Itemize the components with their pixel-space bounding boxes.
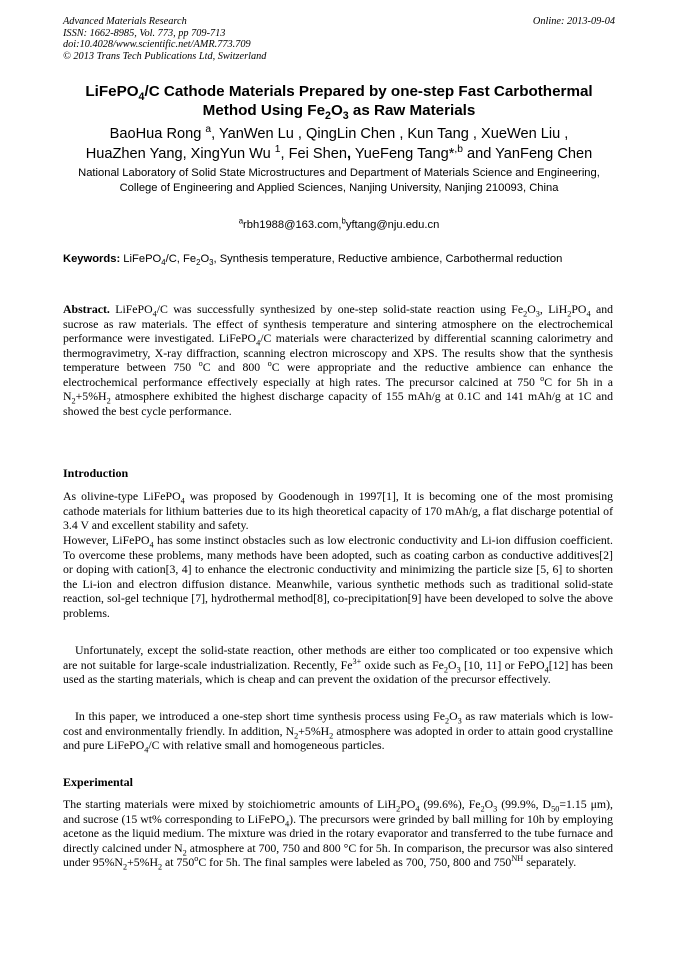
abstract-text: atmosphere exhibited the highest discharge capacity of 155 mAh/g at 0.1C and 141 mAh/g at 1C and showed the best cycle performance. [63, 389, 613, 418]
intro-paragraph-4 [63, 709, 613, 753]
para-sub: 2 [329, 730, 334, 740]
keywords-text: LiFePO [120, 253, 162, 265]
para-text: However, LiFePO [63, 533, 150, 547]
keywords-label: Keywords: [63, 253, 121, 265]
abstract-sup: o [267, 359, 272, 369]
title-sub: 2 [325, 110, 331, 123]
para-text: O [449, 709, 458, 723]
para-text: as raw materials which is low-cost and environmentally friendly. In addition, N [63, 709, 613, 738]
email-sup: b [341, 216, 346, 226]
abstract-block [63, 302, 613, 418]
para-text: =1.15 μm), and sucrose (15 wt% corresponding to LiFePO [63, 797, 613, 826]
para-sub: 3 [457, 716, 462, 726]
keywords-sub: 4 [161, 258, 166, 268]
email-sup: a [238, 216, 244, 226]
title-text: /C Cathode Materials Prepared by one-step Fast Carbothermal [144, 83, 593, 100]
keywords-block [63, 252, 613, 267]
para-text: [10, 11] or FePO [460, 657, 545, 672]
para-text: oxide such as Fe [361, 657, 444, 672]
para-sub: 4 [415, 804, 420, 814]
abstract-text: LiFePO [109, 302, 153, 316]
abstract-sub: 2 [106, 396, 111, 406]
paper-title [40, 82, 638, 123]
para-text: +5%H [127, 855, 158, 869]
para-text: (99.9%, D [497, 797, 552, 811]
para-text: atmosphere at 700, 750 and 800 °C for 5h. In comparison, the precursor was also sintered under 95%N [63, 840, 613, 869]
author-text: HuaZhen Yang, XingYun Wu [85, 146, 275, 162]
para-sub: 2 [396, 804, 401, 814]
doi-line: doi:10.4028/www.scientific.net/AMR.773.709 [63, 39, 251, 51]
para-sub: 4 [144, 745, 149, 755]
experimental-paragraph [63, 797, 613, 870]
copyright-line: © 2013 Trans Tech Publications Ltd, Switzerland [63, 50, 267, 62]
para-text: C for 5h. The final samples were labeled as 700, 750, 800 and 750 [198, 855, 512, 869]
abstract-sup: o [198, 359, 203, 369]
journal-name: Advanced Materials Research [63, 16, 187, 27]
para-text: O [448, 657, 457, 672]
abstract-sub: 2 [523, 309, 528, 319]
abstract-label: Abstract. [63, 302, 110, 316]
para-sub: 3 [456, 664, 461, 674]
intro-paragraph-1 [63, 489, 613, 533]
abstract-text: , LiH [539, 302, 568, 316]
para-text: Unfortunately, except the solid-state reaction, other methods are either too complicated or too expensive which are not suitable for large-scale industrialization. Recently, Fe [63, 643, 613, 672]
para-text: /C with relative small and homogeneous particles. [148, 738, 385, 752]
author-sup: 1 [274, 144, 281, 156]
author-text: , Fei Shen [280, 146, 348, 162]
keywords-sub: 2 [196, 258, 201, 268]
issn-line: ISSN: 1662-8985, Vol. 773, pp 709-713 [63, 27, 226, 39]
para-text: was proposed by Goodenough in 1997[1], It is becoming one of the most promising cathode materials for lithium batteries due to its high theoretical capacity of 170 mAh/g, a flat discharge potential of 3.4 V and excellent stability and safety. [63, 489, 613, 532]
para-text: separately. [523, 855, 577, 869]
keywords-text: , Synthesis temperature, Reductive ambience, Carbothermal reduction [213, 253, 563, 265]
author-sup: a [205, 124, 212, 136]
intro-paragraph-2 [63, 533, 613, 620]
para-sup: NH [511, 854, 524, 864]
abstract-text: PO [571, 302, 587, 316]
abstract-sub: 4 [152, 309, 157, 319]
author-text: , YanWen Lu , QingLin Chen , Kun Tang , XueWen Liu , [211, 126, 569, 142]
online-date: Online: 2013-09-04 [532, 16, 615, 27]
para-sub: 2 [122, 862, 128, 872]
para-sub: 3 [493, 804, 498, 814]
experimental-heading: Experimental [63, 775, 133, 789]
para-text: has some instinct obstacles such as low electronic conductivity and Li-ion diffusion coefficient. To overcome these problems, many methods have been adopted, such as coating carbon as conductive additives[2] or doping with cation[3, 4] to enhance the electronic conductivity and minimizing the particle size [5, 6] to shorten the Li-ion and electron diffusion distance. Meanwhile, various synthetic methods such as traditional solid-state reaction, sol-gel technique [7], hydrothermal method[8], co-precipitation[9] have been developed to solve the above problems. [63, 533, 613, 620]
para-sub: 2 [294, 730, 299, 740]
abstract-sub: 2 [71, 396, 76, 406]
abstract-sub: 4 [256, 338, 261, 348]
abstract-text: /C was successfully synthesized by one-step solid-state reaction using Fe [156, 302, 524, 316]
email-line [60, 218, 618, 233]
para-text: [12] has been used as the starting materials, which is cheap and can prevent the oxidation of the precursor effectively. [63, 657, 613, 686]
title-text: O [330, 102, 343, 119]
email-link[interactable]: rbh1988@163.com, [243, 219, 342, 231]
author-text: and YanFeng Chen [462, 146, 593, 162]
para-text: O [484, 797, 494, 811]
title-sub: 4 [138, 91, 145, 104]
email-link[interactable]: yftang@nju.edu.cn [345, 219, 440, 231]
journal-header [63, 16, 266, 62]
abstract-text: C and 800 [202, 360, 268, 374]
author-text: BaoHua Rong [109, 126, 206, 142]
title-sub: 3 [342, 110, 349, 123]
para-text: (99.6%), Fe [419, 797, 481, 811]
para-text: In this paper, we introduced a one-step short time synthesis process using Fe [75, 709, 445, 723]
para-sub: 2 [157, 862, 163, 872]
intro-paragraph-3 [63, 643, 613, 687]
introduction-heading: Introduction [63, 466, 129, 480]
para-sub: 2 [182, 847, 187, 857]
abstract-sup: o [540, 373, 545, 383]
author-text: , [347, 146, 352, 162]
para-sub: 4 [544, 664, 549, 674]
abstract-text: /C materials were characterized by differential scanning calorimetry and thermogravimetry, X-ray diffraction, scanning electron microscopy and XPS. The results show that the synthesis temperature between 750 [63, 331, 613, 374]
abstract-sub: 2 [567, 309, 572, 319]
para-sup: o [194, 854, 199, 864]
para-sub: 50 [551, 804, 560, 814]
para-sub: 4 [149, 540, 154, 550]
abstract-text: and sucrose as raw materials. The effect of synthesis temperature and sintering atmosphere on the electrochemical performance were investigated. LiFePO [63, 302, 614, 345]
para-sub: 2 [443, 664, 449, 674]
abstract-text: O [527, 302, 536, 316]
para-text: +5%H [298, 723, 330, 738]
para-sub: 4 [180, 496, 185, 506]
para-text: As olivine-type LiFePO [63, 489, 181, 503]
para-text: ). The precursors were grinded by ball milling for 10h by employing acetone as the liquid medium. The mixture was dried in the rotary evaporator and transferred to the tube furnace and directly calcined under N [63, 811, 613, 855]
para-sub: 4 [285, 818, 290, 828]
title-text: Method Using Fe [202, 102, 326, 119]
author-text: YueFeng Tang* [351, 146, 455, 162]
author-list [40, 124, 638, 164]
para-sub: 2 [480, 804, 485, 814]
abstract-text: C for 5h in a N [63, 374, 613, 403]
affiliation: National Laboratory of Solid State Microstructures and Department of Materials Science and Engineering, College of Engineering and Applied Sciences, Nanjing University, Nanjing 210093, China [78, 167, 600, 194]
abstract-sub: 3 [535, 309, 540, 319]
author-sup: ,b [454, 144, 463, 156]
para-text: PO [400, 797, 416, 811]
abstract-text: +5%H [75, 389, 107, 403]
keywords-text: /C, Fe [165, 253, 197, 265]
abstract-sub: 4 [586, 309, 591, 319]
para-text: at 750 [162, 855, 195, 869]
para-text: atmosphere was adopted in order to attain good crystalline and pure LiFePO [63, 723, 613, 752]
para-sub: 2 [444, 716, 450, 726]
keywords-sub: 3 [209, 258, 214, 268]
abstract-text: C were appropriate and the reductive ambience can enhance the electrochemical performance effectively especially at high rates. The precursor calcined at 750 [63, 360, 613, 389]
para-sup: 3+ [352, 656, 362, 666]
title-text: as Raw Materials [348, 102, 476, 119]
keywords-text: O [200, 253, 210, 265]
title-text: LiFePO [85, 83, 139, 100]
para-text: The starting materials were mixed by stoichiometric amounts of LiH [63, 797, 397, 811]
